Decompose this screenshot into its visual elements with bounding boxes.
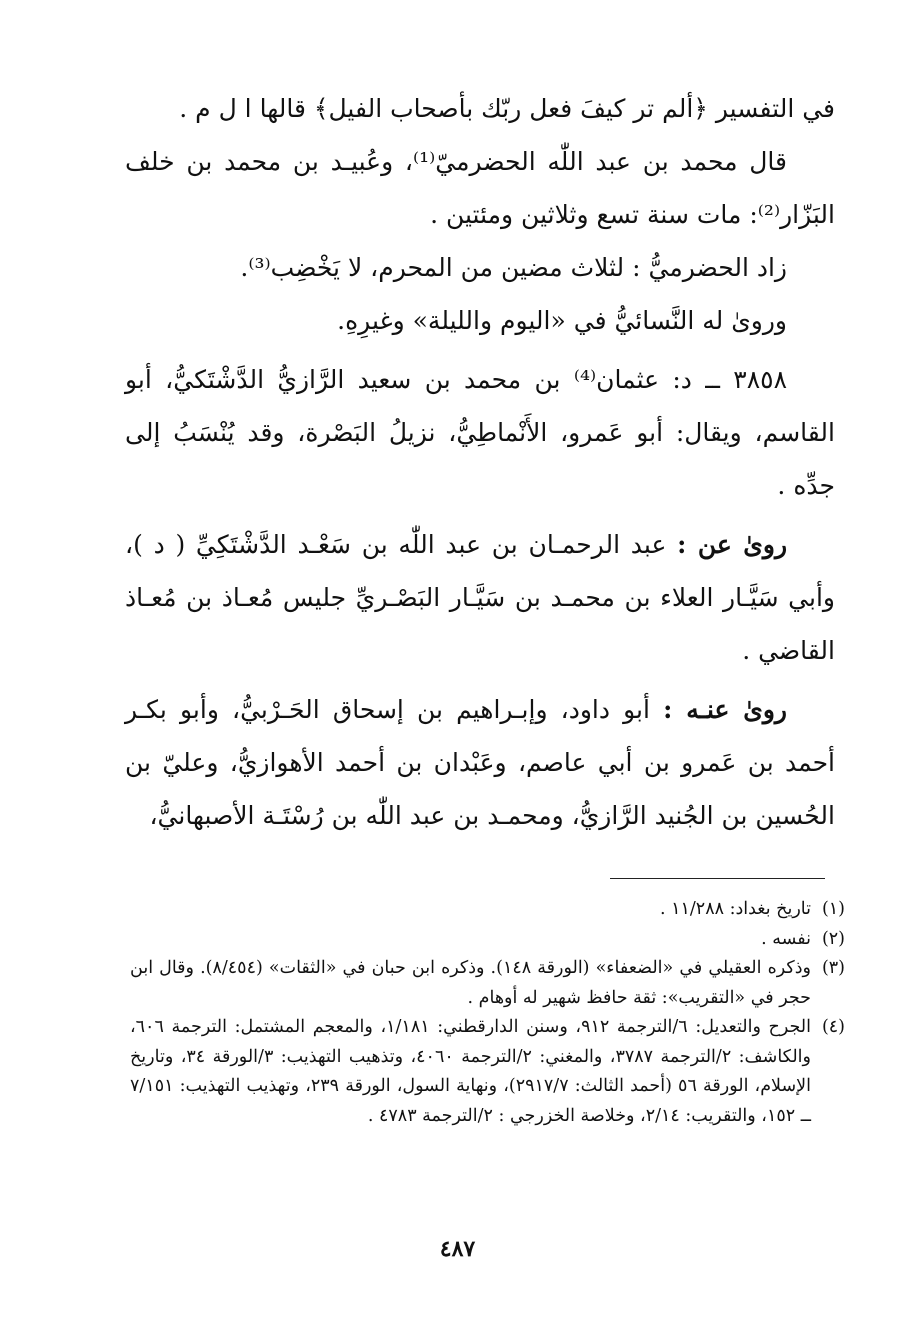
footnote-text: نفسه . [761, 928, 811, 949]
footnote-4 [130, 1013, 845, 1131]
footnote-number: (٢) [821, 928, 845, 949]
text-para-nasai: وروىٰ له النَّسائيُّ في «اليوم والليلة» وغيرِهِ. [337, 306, 787, 335]
footnote-text: وذكره العقيلي في «الضعفاء» (الورقة ١٤٨). وذكره ابن حبان في «الثقات» (٨/٤٥٤). وقال ابن حجر في «التقريب»: ثقة حافظ شهير له أوهام . [130, 958, 811, 1008]
footnote-number: (٣) [821, 958, 845, 978]
main-text [125, 82, 835, 842]
text-para-death-date: قال محمد بن عبد اللّٰه الحضرميّ⁽¹⁾، وعُبيـد بن محمد بن خلف البَزّار⁽²⁾: مات سنة تسع وثلاثين ومئتين . [125, 147, 835, 229]
footnote-number: (١) [821, 899, 845, 919]
footnote-2 [130, 925, 845, 955]
narrated-by-text: أبو داود، وإبـراهيم بن إسحاق الحَـرْبيُّ، وأبو بكـر أحمد بن عَمرو بن أبي عاصم، وعَبْدان بن أحمد الأهوازيُّ، وعليّ بن الحُسين بن الجُنيد الرَّازيُّ، ومحمـد بن عبد اللّٰه بن رُسْتَـة الأصبهانيُّ، [125, 695, 835, 830]
footnote-text: تاريخ بغداد: ١١/٢٨٨ . [659, 899, 811, 919]
narrated-from-heading: روىٰ عن : [677, 530, 788, 559]
narrated-from-paragraph [125, 518, 835, 677]
footnote-text: الجرح والتعديل: ٦/الترجمة ٩١٢، وسنن الدارقطني: ١/١٨١، والمعجم المشتمل: الترجمة ٦٠٦، والكاشف: ٢/الترجمة ٣٧٨٧، والمغني: ٢/الترجمة ٤٠٦٠، وتذهيب التهذيب: ٣/الورقة ٣٤، وتاريخ الإسلام، الورقة ٥٦ (أحمد الثالث: ٢٩١٧/٧)، ونهاية السول، الورقة ٢٣٩، وتهذيب التهذيب: ٧/١٥١ ــ ١٥٢، والتقريب: ٢/١٤، وخلاصة الخزرجي : ٢/الترجمة ٤٧٨٣ . [130, 1017, 811, 1126]
biography-entry-3858: ٣٨٥٨ ــ د: عثمان⁽⁴⁾ بن محمد بن سعيد الرَّازيُّ الدَّشْتَكيُّ، أبو القاسم، ويقال: أبو عَمرو، الأَنْماطِيُّ، نزيلُ البَصْرة، وقد يُنْسَبُ إلى جدِّه . [125, 365, 835, 500]
page-number: ٤٨٧ [439, 1236, 476, 1262]
footnote-1 [130, 895, 845, 925]
narrated-by-heading: روىٰ عنـه : [663, 695, 788, 724]
narrated-by-paragraph [125, 683, 835, 842]
footnote-divider [610, 878, 825, 879]
footnote-number: (٤) [821, 1017, 845, 1037]
text-line-tafsir: في التفسير ﴿ألم تر كيفَ فعل ربّك بأصحاب الفيل﴾ قالها ا ل م . [179, 94, 835, 123]
footnote-3 [130, 954, 845, 1013]
text-para-hadrami: زاد الحضرميُّ : لثلاث مضين من المحرم، لا يَخْضِب⁽³⁾. [240, 253, 787, 282]
narrated-from-text: عبد الرحمـان بن عبد اللّٰه بن سَعْـد الدَّشْتَكِيِّ ( د )، وأبي سَيَّـار العلاء بن محمـد بن سَيَّـار البَصْـريِّ جليس مُعـاذ بن مُعـاذ القاضي . [125, 530, 835, 665]
footnotes [130, 895, 845, 1131]
